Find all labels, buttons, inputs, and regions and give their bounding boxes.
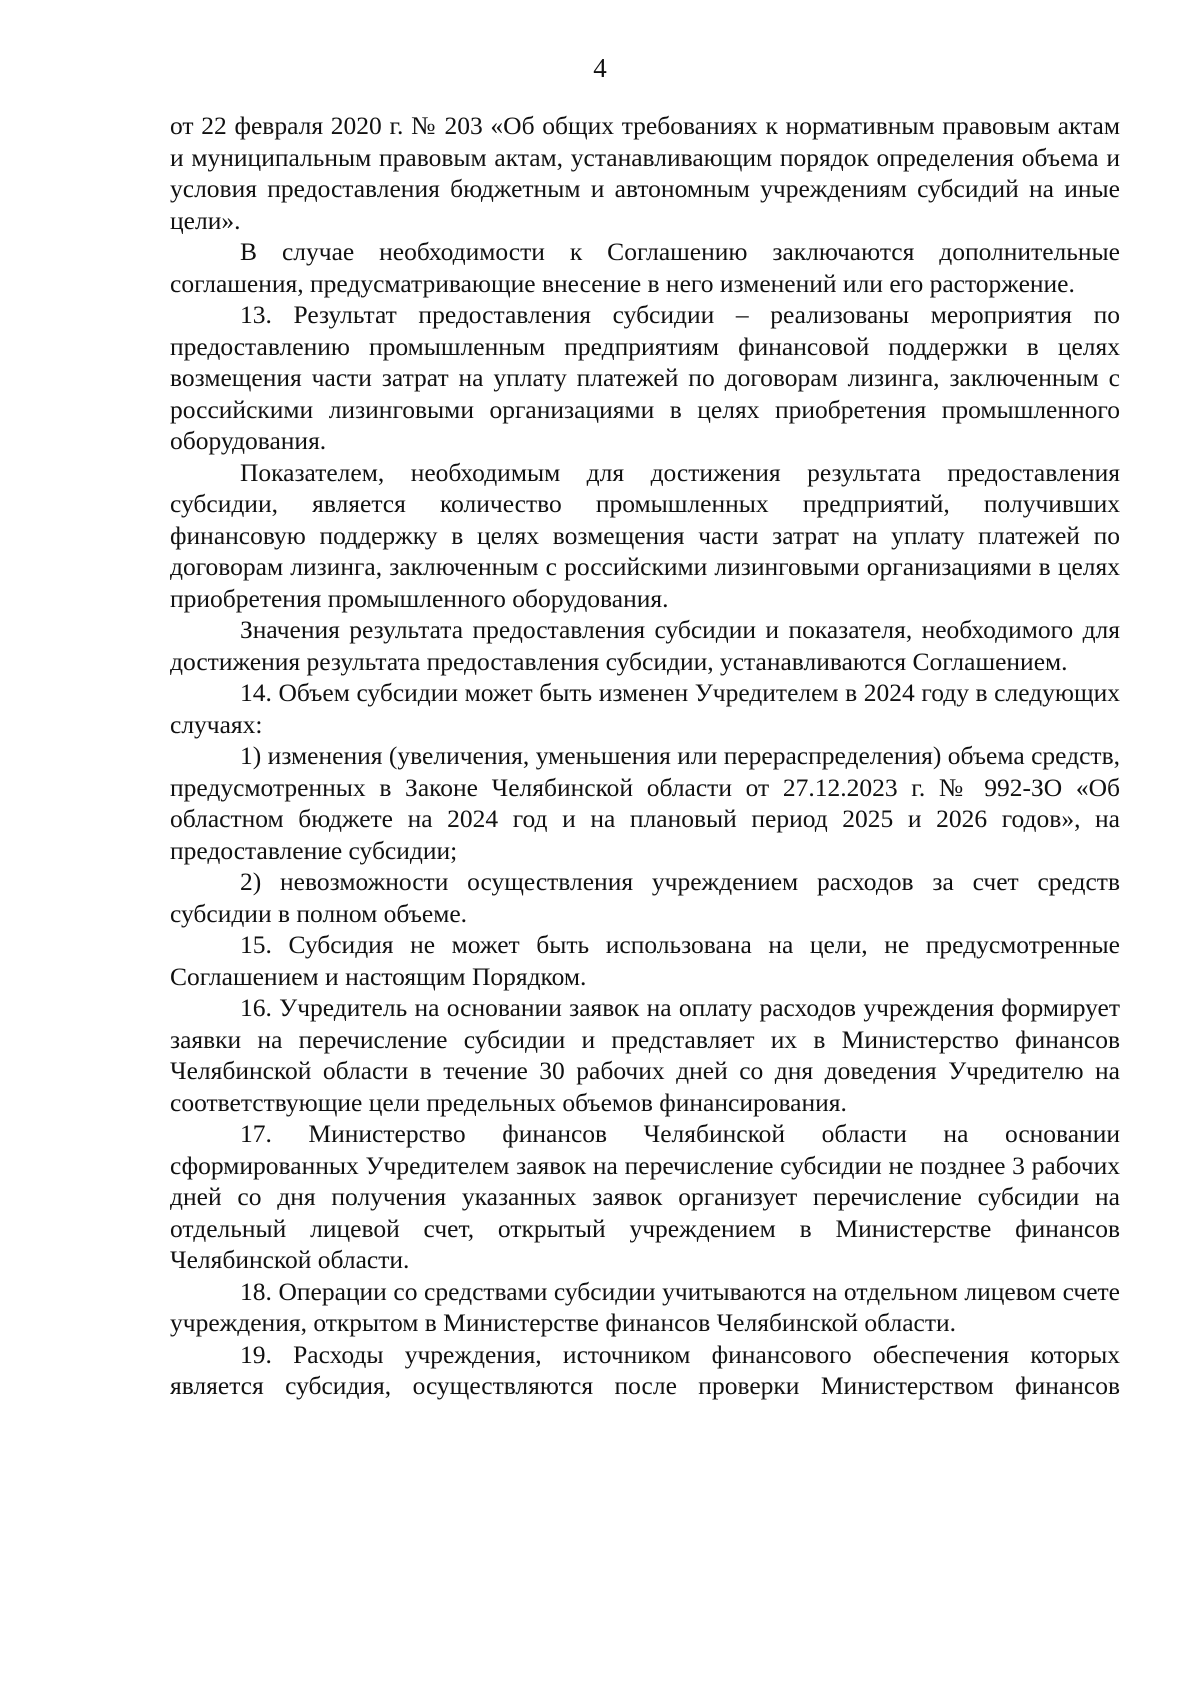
paragraph-16: 16. Учредитель на основании заявок на оплату расходов учреждения формирует заявки на перечисление субсидии и представляет их в Министерство финансов Челябинской области в течение 30 рабочих дней со дня доведения Учредителю на соответствующие цели предельных объемов финансирования. bbox=[170, 993, 1120, 1117]
page-number: 4 bbox=[593, 53, 607, 83]
paragraph-additional-agreements: В случае необходимости к Соглашению заключаются дополнительные соглашения, предусматривающие внесение в него изменений или его расторжение. bbox=[170, 237, 1120, 298]
paragraph-14: 14. Объем субсидии может быть изменен Учредителем в 2024 году в следующих случаях: bbox=[170, 678, 1120, 739]
document-body bbox=[170, 110, 1120, 1402]
paragraph-14-item-2: 2) невозможности осуществления учреждением расходов за счет средств субсидии в полном объеме. bbox=[170, 867, 1120, 928]
paragraph-13-values: Значения результата предоставления субсидии и показателя, необходимого для достижения результата предоставления субсидии, устанавливаются Соглашением. bbox=[170, 615, 1120, 676]
paragraph-18: 18. Операции со средствами субсидии учитываются на отдельном лицевом счете учреждения, открытом в Министерстве финансов Челябинской области. bbox=[170, 1276, 1120, 1337]
paragraph-continuation: от 22 февраля 2020 г. № 203 «Об общих требованиях к нормативным правовым актам и муниципальным правовым актам, устанавливающим порядок определения объема и условия предоставления бюджетным и автономным учреждениям субсидий на иные цели». bbox=[170, 111, 1120, 235]
paragraph-14-item-1: 1) изменения (увеличения, уменьшения или перераспределения) объема средств, предусмотренных в Законе Челябинской области от 27.12.2023 г. № 992-ЗО «Об областном бюджете на 2024 год и на плановый период 2025 и 2026 годов», на предоставление субсидии; bbox=[170, 741, 1120, 865]
paragraph-15: 15. Субсидия не может быть использована на цели, не предусмотренные Соглашением и настоящим Порядком. bbox=[170, 930, 1120, 991]
paragraph-19: 19. Расходы учреждения, источником финансового обеспечения которых является субсидия, осуществляются после проверки Министерством финансов bbox=[170, 1339, 1120, 1400]
paragraph-13-result: 13. Результат предоставления субсидии – реализованы мероприятия по предоставлению промышленным предприятиям финансовой поддержки в целях возмещения части затрат на уплату платежей по договорам лизинга, заключенным с российскими лизинговыми организациями в целях приобретения промышленного оборудования. bbox=[170, 300, 1120, 455]
paragraph-17: 17. Министерство финансов Челябинской области на основании сформированных Учредителем заявок на перечисление субсидии не позднее 3 рабочих дней со дня получения указанных заявок организует перечисление субсидии на отдельный лицевой счет, открытый учреждением в Министерстве финансов Челябинской области. bbox=[170, 1119, 1120, 1274]
paragraph-13-indicator: Показателем, необходимым для достижения результата предоставления субсидии, является количество промышленных предприятий, получивших финансовую поддержку в целях возмещения части затрат на уплату платежей по договорам лизинга, заключенным с российскими лизинговыми организациями в целях приобретения промышленного оборудования. bbox=[170, 457, 1120, 613]
